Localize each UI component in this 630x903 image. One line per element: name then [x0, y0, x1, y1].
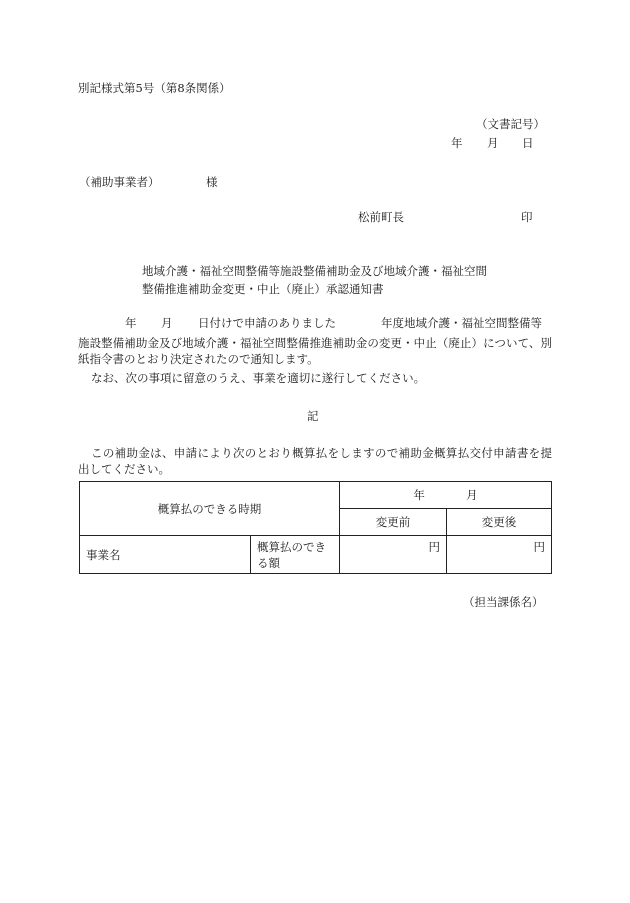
date-month: 月 — [487, 136, 499, 150]
yen-before: 円 — [428, 540, 440, 554]
table-month: 月 — [466, 488, 478, 502]
date-day: 日 — [522, 136, 534, 150]
after-change-cell — [447, 509, 552, 536]
amount-after-cell — [447, 536, 552, 574]
recipient-label: （補助事業者） — [79, 175, 160, 189]
note-line-2: 出してください。 — [78, 462, 170, 476]
body-line-1-mid: 日付けで申請のありました — [198, 316, 336, 330]
issuer-seal: 印 — [521, 210, 533, 224]
body-year: 年 — [125, 316, 137, 330]
footer-department: （担当課係名） — [463, 595, 544, 609]
ki-heading: 記 — [307, 409, 319, 423]
project-name-cell — [80, 536, 251, 574]
amount-label-cell — [251, 536, 340, 574]
recipient-honorific: 様 — [206, 175, 218, 189]
body-line-1-end: 年度地域介護・福祉空間整備等 — [381, 316, 542, 330]
document-title-line-2: 整備推進補助金変更・中止（廃止）承認通知書 — [142, 282, 384, 296]
note-line-1: この補助金は、申請により次のとおり概算払をしますので補助金概算払交付申請書を提 — [91, 446, 552, 460]
period-label: 概算払のできる時期 — [157, 501, 262, 516]
yen-after: 円 — [533, 540, 545, 554]
body-month: 月 — [161, 316, 173, 330]
after-change-label: 変更後 — [481, 515, 517, 529]
body-line-2: 施設整備補助金及び地域介護・福祉空間整備推進補助金の変更・中止（廃止）について、別 — [78, 336, 552, 350]
date-year: 年 — [451, 136, 463, 150]
year-month-cell — [340, 482, 552, 509]
amount-label: 概算払のできる額 — [257, 540, 326, 570]
before-change-label: 変更前 — [375, 515, 411, 529]
before-change-cell — [340, 509, 447, 536]
body-line-4: なお、次の事項に留意のうえ、事業を適切に遂行してください。 — [91, 371, 426, 385]
project-name-label: 事業名 — [86, 547, 121, 562]
period-label-cell — [80, 482, 340, 536]
document-number: （文書記号） — [476, 117, 545, 131]
form-label: 別記様式第5号（第8条関係） — [78, 81, 231, 95]
body-line-3: 紙指令書のとおり決定されたので通知します。 — [78, 352, 319, 366]
advance-payment-table — [79, 481, 552, 574]
table-year: 年 — [413, 488, 425, 502]
issuer-name: 松前町長 — [358, 210, 404, 224]
document-title-line-1: 地域介護・福祉空間整備等施設整備補助金及び地域介護・福祉空間 — [142, 264, 487, 278]
amount-before-cell — [340, 536, 447, 574]
